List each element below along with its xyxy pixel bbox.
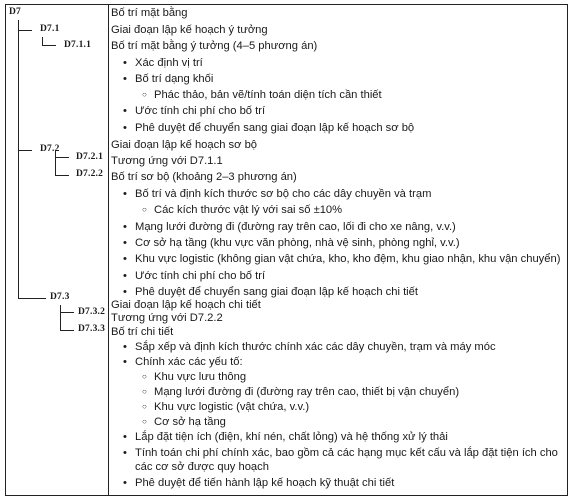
list-item: • Cơ sở hạ tầng (khu vực văn phòng, nhà vệ sinh, phòng nghỉ, v.v.) — [111, 236, 460, 250]
sub-list-item: ○ Cơ sở hạ tầng — [111, 415, 226, 429]
sub-list-item: ○ Các kích thước vật lý với sai số ±10% — [111, 203, 342, 217]
sub-list-item: ○ Khu vực lưu thông — [111, 370, 246, 384]
list-item-continuation: các cơ sở được quy hoạch — [135, 461, 269, 473]
list-item: • Tính toán chi phí chính xác, bao gồm cả các hạng mục kết cấu và lắp đặt tiện ích cho — [111, 446, 558, 460]
code-d7-3-3: D7.3.3 — [78, 324, 106, 334]
sub-list-item: ○ Mạng lưới đường đi (đường ray trên cao, thiết bị vận chuyển) — [111, 385, 459, 399]
list-item: • Phê duyệt để tiến hành lập kế hoạch kỹ thuật chi tiết — [111, 476, 394, 490]
list-item: • Khu vực logistic (không gian vật chứa, kho, kho đệm, khu giao nhận, khu vận chuyển) — [111, 252, 560, 266]
table-frame — [5, 4, 568, 496]
code-d7: D7 — [9, 7, 22, 17]
list-item: • Phê duyệt để chuyển sang giai đoạn lập kế hoạch chi tiết — [111, 285, 418, 299]
list-item: • Ước tính chi phí cho bố trí — [111, 104, 265, 118]
code-d7-3-2: D7.3.2 — [78, 307, 106, 317]
detailed-layout: Bố trí chi tiết — [111, 326, 174, 338]
tree-connector — [60, 330, 74, 331]
tree-connector — [42, 37, 43, 45]
tree-connector — [42, 45, 56, 46]
code-d7-1: D7.1 — [40, 24, 60, 34]
corresponds-d722: Tương ứng với D7.2.2 — [111, 312, 223, 324]
sub-list-item: ○ Khu vực logistic (vật chứa, v.v.) — [111, 400, 309, 414]
tree-connector — [18, 30, 32, 31]
list-item: • Chính xác các yếu tố: — [111, 355, 243, 369]
list-item: • Ước tính chi phí cho bố trí — [111, 269, 265, 283]
sub-list-item: ○ Phác thảo, bản vẽ/tính toán diện tích cần thiết — [111, 88, 382, 102]
tree-connector — [55, 157, 69, 158]
list-item: • Sắp xếp và định kích thước chính xác các dây chuyền, trạm và máy móc — [111, 340, 496, 354]
concept-layout: Bố trí mặt bằng ý tưởng (4–5 phương án) — [111, 40, 318, 52]
code-d7-2: D7.2 — [40, 144, 60, 154]
list-item: • Mạng lưới đường đi (đường ray trên cao, lối đi cho xe nâng, v.v.) — [111, 220, 456, 234]
code-d7-1-1: D7.1.1 — [64, 40, 92, 50]
list-item: • Lắp đặt tiện ích (điện, khí nén, chất lỏng) và hệ thống xử lý thải — [111, 430, 448, 444]
tree-connector — [60, 312, 74, 313]
code-d7-3: D7.3 — [50, 292, 70, 302]
code-d7-2-1: D7.2.1 — [76, 152, 104, 162]
phase-detailed: Giai đoạn lập kế hoạch chi tiết — [111, 299, 261, 311]
list-item: • Bố trí và định kích thước sơ bộ cho các dây chuyền và trạm — [111, 187, 431, 201]
code-d7-2-2: D7.2.2 — [76, 169, 104, 179]
column-divider — [108, 4, 109, 496]
tree-connector — [55, 150, 56, 176]
tree-connector — [18, 150, 19, 298]
tree-connector — [55, 175, 69, 176]
list-item: • Phê duyệt để chuyển sang giai đoạn lập kế hoạch sơ bộ — [111, 121, 414, 135]
heading-layout: Bố trí mặt bằng — [111, 7, 188, 19]
tree-connector — [60, 305, 61, 331]
list-item: • Bố trí dạng khối — [111, 72, 213, 86]
preliminary-layout: Bố trí sơ bộ (khoảng 2–3 phương án) — [111, 171, 297, 183]
phase-preliminary: Giai đoạn lập kế hoạch sơ bộ — [111, 139, 258, 151]
list-item: • Xác định vị trí — [111, 56, 203, 70]
phase-concept: Giai đoạn lập kế hoạch ý tưởng — [111, 24, 268, 36]
tree-connector — [18, 150, 32, 151]
corresponds-d711: Tương ứng với D7.1.1 — [111, 155, 223, 167]
tree-connector — [18, 298, 46, 299]
tree-connector — [18, 20, 19, 150]
